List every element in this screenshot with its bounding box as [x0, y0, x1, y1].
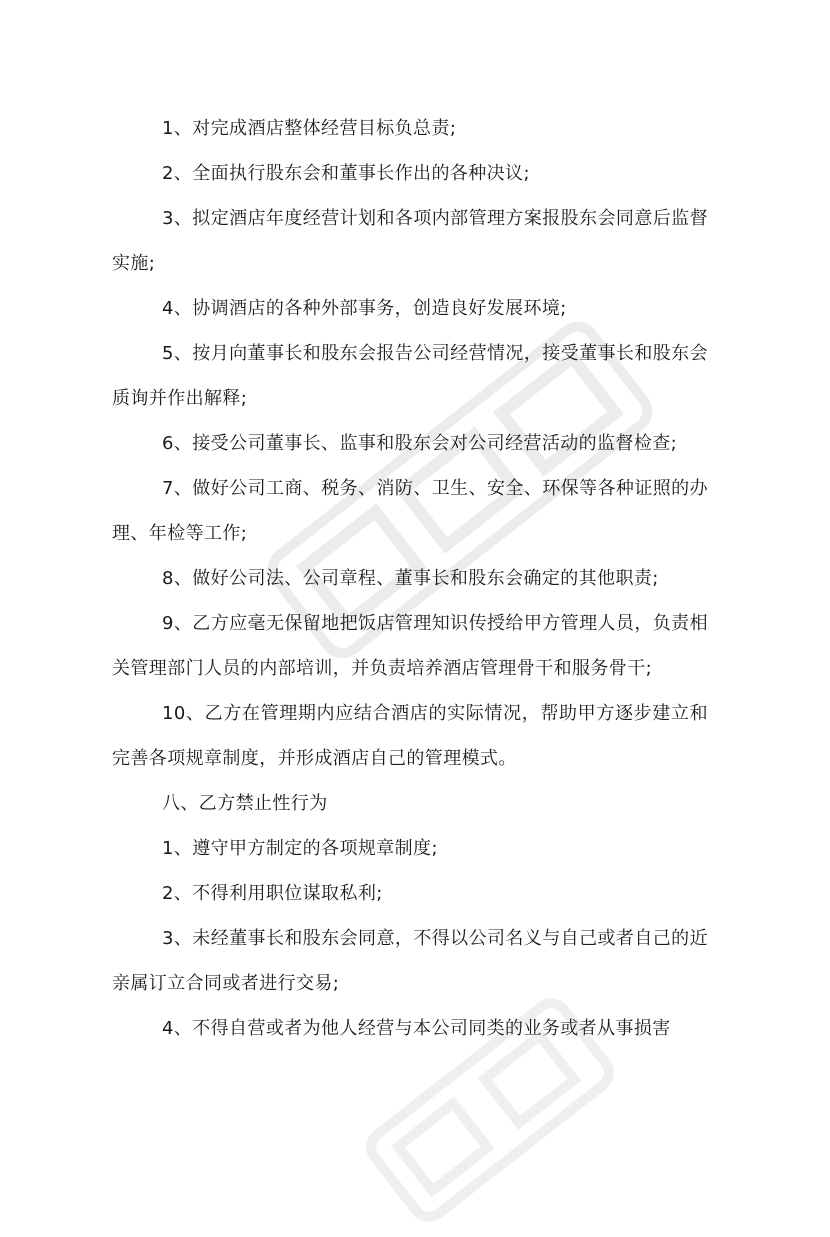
clause-2: 2、全面执行股东会和董事长作出的各种决议;	[162, 163, 530, 184]
prohibition-4: 4、不得自营或者为他人经营与本公司同类的业务或者从事损害	[162, 1018, 671, 1039]
clause-4: 4、协调酒店的各种外部事务，创造良好发展环境;	[162, 298, 567, 319]
clause-8: 8、做好公司法、公司章程、董事长和股东会确定的其他职责;	[162, 568, 659, 589]
prohibition-3: 3、未经董事长和股东会同意，不得以公司名义与自己或者自己的近亲属订立合同或者进行交易;	[112, 928, 708, 994]
clause-5: 5、按月向董事长和股东会报告公司经营情况，接受董事长和股东会质询并作出解释;	[112, 343, 708, 409]
clause-6: 6、接受公司董事长、监事和股东会对公司经营活动的监督检查;	[162, 433, 678, 454]
clause-7: 7、做好公司工商、税务、消防、卫生、安全、环保等各种证照的办理、年检等工作;	[112, 478, 708, 544]
prohibition-2: 2、不得利用职位谋取私利;	[162, 883, 383, 904]
clause-3: 3、拟定酒店年度经营计划和各项内部管理方案报股东会同意后监督实施;	[112, 208, 708, 274]
clause-9: 9、乙方应毫无保留地把饭店管理知识传授给甲方管理人员，负责相关管理部门人员的内部培训，并负责培养酒店管理骨干和服务骨干;	[112, 613, 708, 679]
clause-10: 10、乙方在管理期内应结合酒店的实际情况，帮助甲方逐步建立和完善各项规章制度，并形成酒店自己的管理模式。	[112, 703, 708, 769]
prohibition-1: 1、遵守甲方制定的各项规章制度;	[162, 838, 438, 859]
section-heading-8: 八、乙方禁止性行为	[162, 793, 328, 814]
document-body	[112, 106, 708, 1051]
clause-1: 1、对完成酒店整体经营目标负总责;	[162, 118, 457, 139]
